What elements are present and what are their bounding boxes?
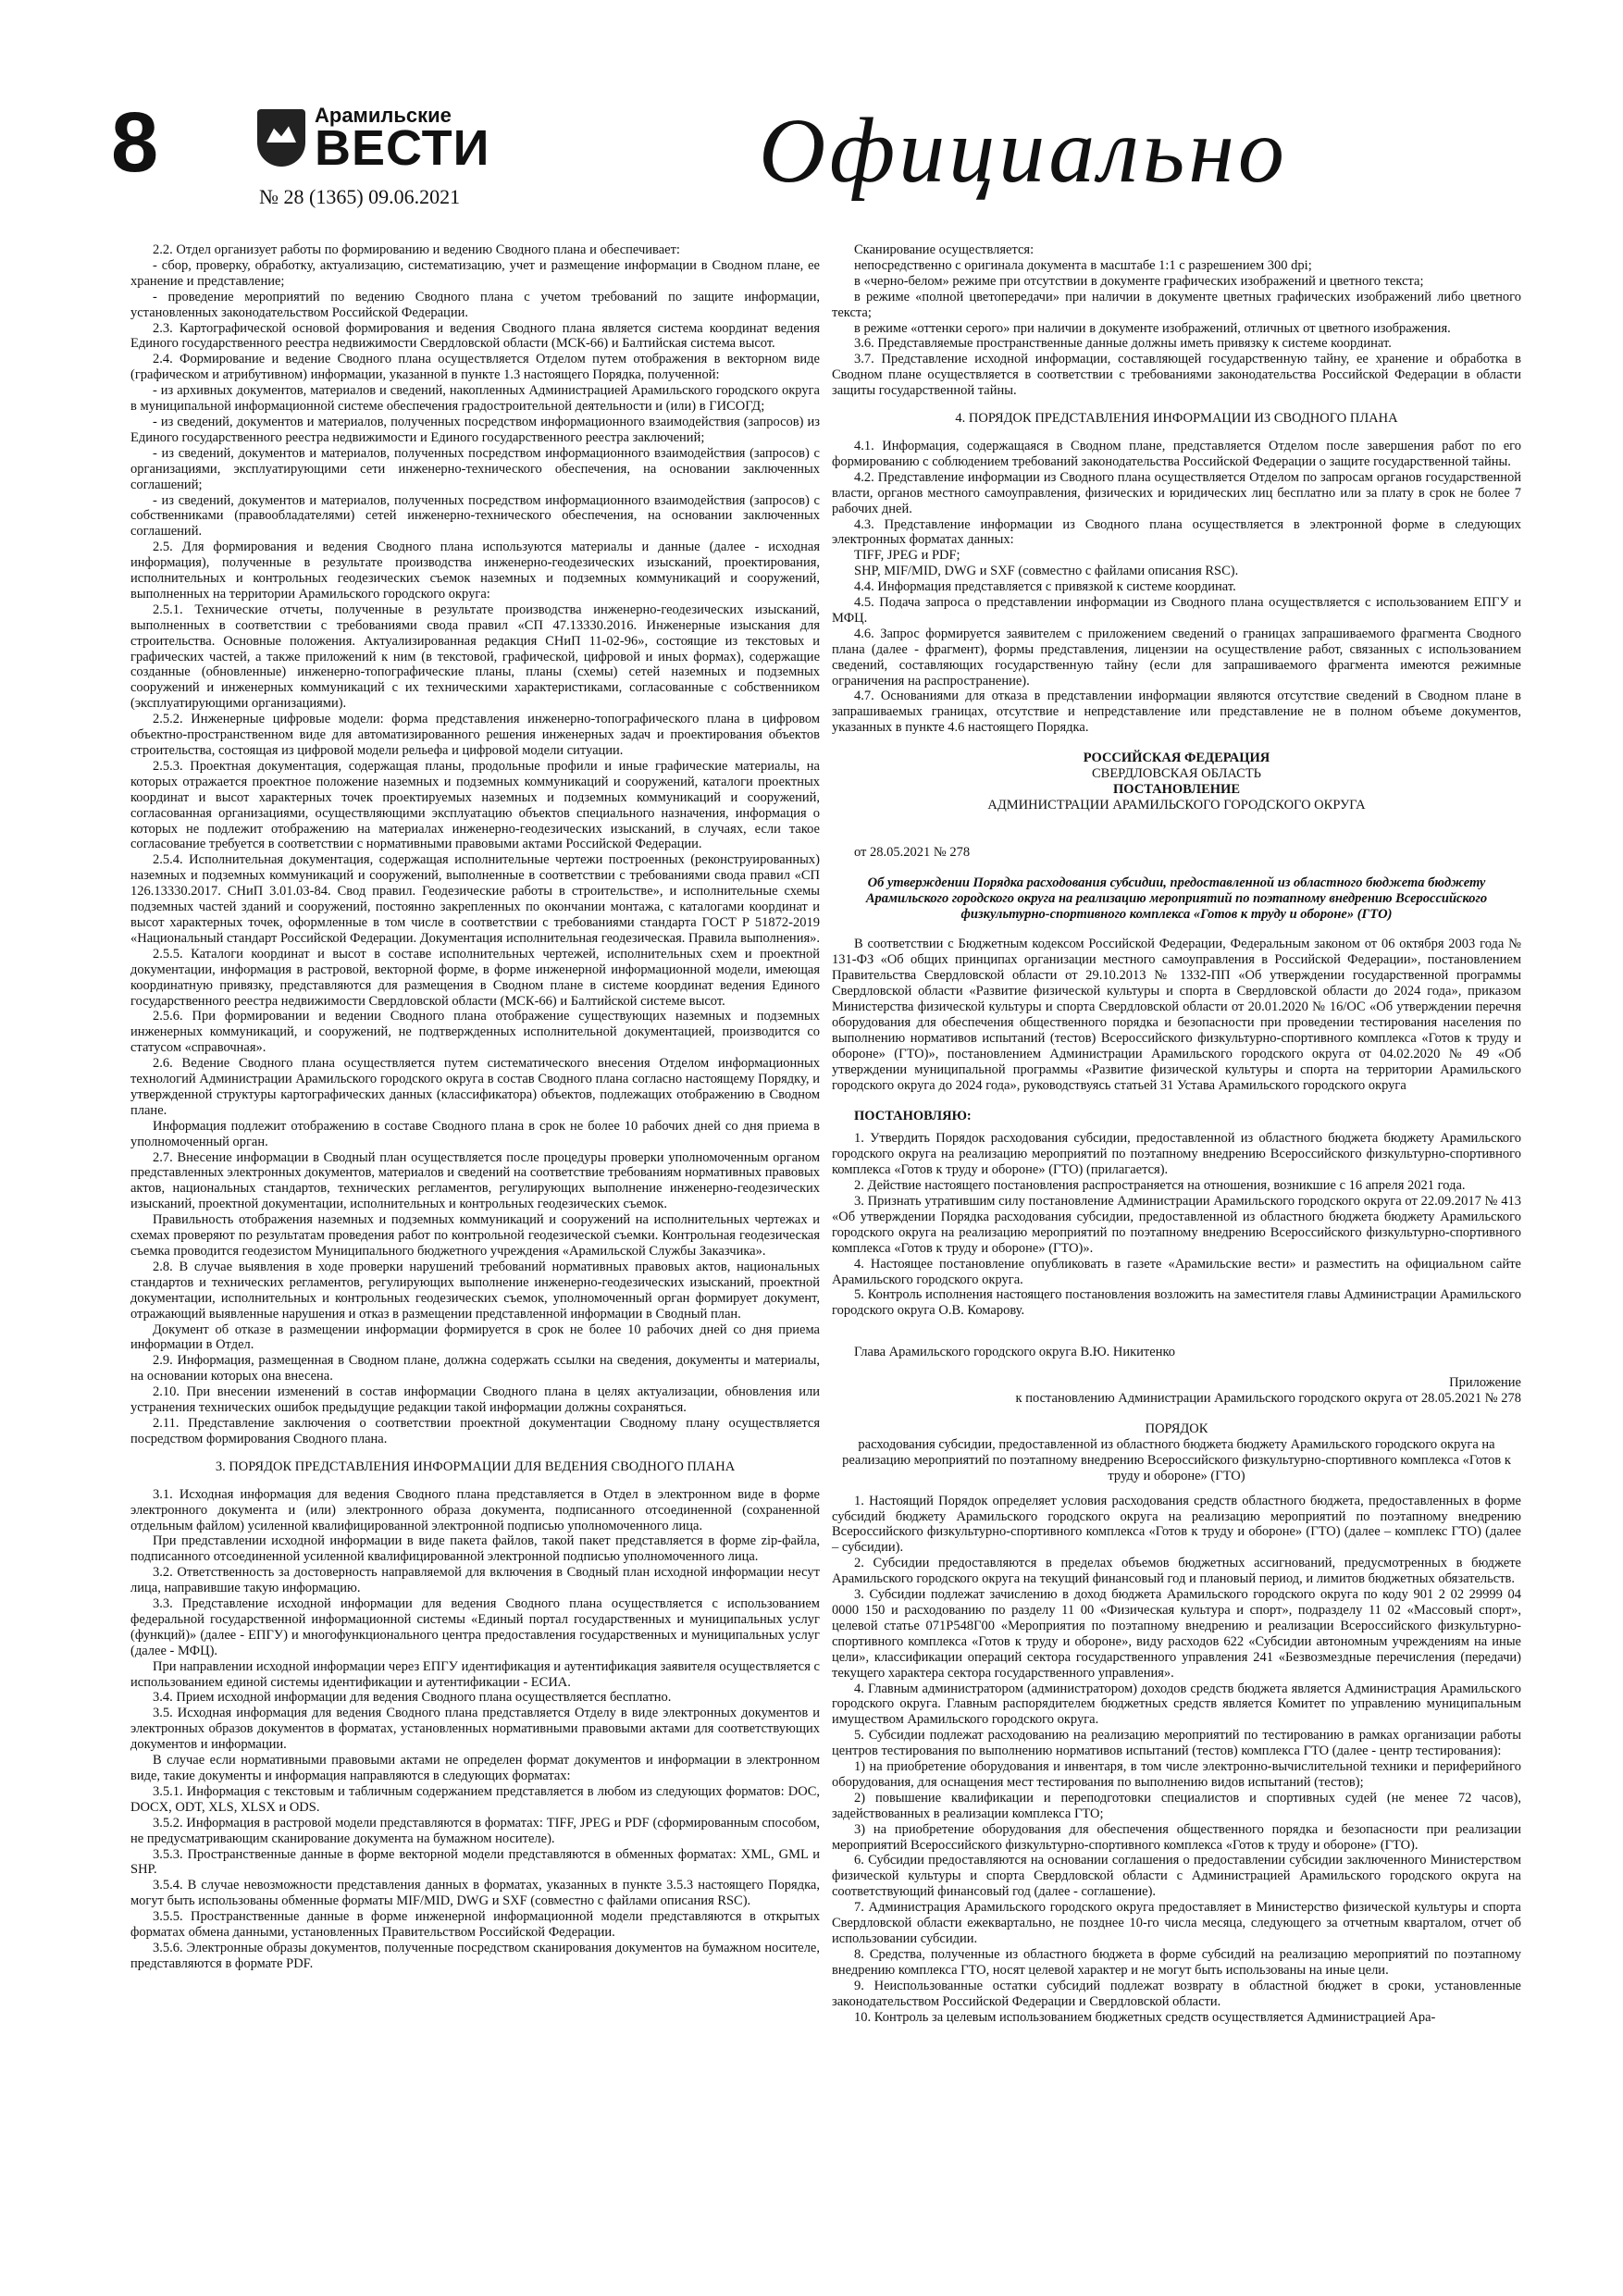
paragraph: непосредственно с оригинала документа в масштабе 1:1 с разрешением 300 dpi; — [854, 257, 1312, 273]
paragraph: 2.5.1. Технические отчеты, полученные в результате производства инженерно-геодезических изысканий, выполненных в соответствии с требованиями свода правил «СП 47.13330.2016. Инженерные изыскания для строительства. Основные положения. Актуализированная редакция СНиП 11-02-96», состоящие из текстовых и графических частей, а также приложений к ним (в текстовой, графической, цифровой и иных формах), содержащие созданные (обновленные) инженерно-топографические планы, планы (схемы) сетей наземных и подземных сооружений и инженерных коммуникаций с их техническими характеристиками, согласованные с собственником (эксплуатирующими организациями). — [130, 602, 820, 712]
decree-issuer: АДМИНИСТРАЦИИ АРАМИЛЬСКОГО ГОРОДСКОГО ОКРУГА — [987, 797, 1366, 813]
order-subtitle: расходования субсидии, предоставленной из областного бюджета бюджету Арамильского городского округа на реализацию мероприятий по поэтапному внедрению Всероссийского физкультурно-спортивного комплекса «Готов к труду и обороне» (ГТО) — [842, 1436, 1511, 1483]
decree-item: 5. Контроль исполнения настоящего постановления возложить на заместителя главы Администрации Арамильского городского округа О.В. Комарову. — [832, 1287, 1521, 1319]
paragraph: В случае если нормативными правовыми актами не определен формат документов и информации в электронном виде, такие документы и информация направляются в следующих форматах: — [130, 1753, 820, 1783]
paragraph: Документ об отказе в размещении информации формируется в срок не более 10 рабочих дней со дня приема информации в Отдел. — [130, 1322, 820, 1353]
order-item: 6. Субсидии предоставляются на основании соглашения о предоставлении субсидии заключенного Министерством физической культуры и спорта Свердловской области с Администрацией Арамильского городского округа на соответствующий финансовый год (далее - соглашение). — [832, 1853, 1521, 1900]
paragraph: 3.5.2. Информация в растровой модели представляются в форматах: TIFF, JPEG и PDF (сформированным способом, не предусматривающим сканирование документа на бумажном носителе). — [130, 1815, 820, 1846]
paragraph: 2.3. Картографической основой формирования и ведения Сводного плана является система координат ведения Единого государственного реестра недвижимости Свердловской области (МСК-66) и Балтийская система высот. — [130, 320, 820, 352]
decree-type: ПОСТАНОВЛЕНИЕ — [1112, 782, 1240, 797]
order-item: 2. Субсидии предоставляются в пределах объемов бюджетных ассигнований, предусмотренных в бюджете Арамильского городского округа на текущий финансовый год и плановый период, и лимитов бюджетных обязательств. — [832, 1556, 1521, 1587]
right-column — [832, 242, 1521, 2025]
section-heading: 4. ПОРЯДОК ПРЕДСТАВЛЕНИЯ ИНФОРМАЦИИ ИЗ СВОДНОГО ПЛАНА — [955, 411, 1398, 427]
page-header — [0, 0, 1623, 213]
paragraph: - из сведений, документов и материалов, полученных посредством информационного взаимодействия (запросов) с собственниками (правообладателями) сетей инженерно-технического обеспечения, на основании заключенных соглашений. — [130, 492, 820, 540]
paragraph: - из сведений, документов и материалов, полученных посредством информационного взаимодействия (запросов) из Единого государственного реестра недвижимости и Единого государственного реестра заключений; — [130, 414, 820, 445]
order-item: 7. Администрация Арамильского городского округа предоставляет в Министерство физической культуры и спорта Свердловской области ежеквартально, не позднее 10-го числа месяца, следующего за отчетным кварталом, отчет об использовании субсидии. — [832, 1900, 1521, 1946]
paragraph: 3.5. Исходная информация для ведения Сводного плана представляется Отделу в виде электронных документов и электронных образов документов в форматах, установленных нормативными правовыми актами для соответствующих документов и информации. — [130, 1706, 820, 1753]
paragraph: 3.6. Представляемые пространственные данные должны иметь привязку к системе координат. — [854, 336, 1392, 352]
paragraph: 2.9. Информация, размещенная в Сводном плане, должна содержать ссылки на сведения, документы и материалы, на основании которых она внесена. — [130, 1353, 820, 1384]
paragraph: Правильность отображения наземных и подземных коммуникаций и сооружений на исполнительных чертежах и схемах проверяют по результатам проведения работ по контрольной геодезической съемки. Контрольная геодезическая съемка проводится геодезистом Муниципального бюджетного учреждения «Арамильской Службы Заказчика». — [130, 1212, 820, 1259]
paragraph: 3.3. Представление исходной информации для ведения Сводного плана осуществляется с использованием федеральной государственной информационной системы «Единый портал государственных и муниципальных услуг (функций)» (далее - ЕПГУ) и многофункционального центра предоставления государственных и муниципальных услуг (далее - МФЦ). — [130, 1596, 820, 1658]
paragraph: - из сведений, документов и материалов, полученных посредством информационного взаимодействия (запросов) с организациями, эксплуатирующими сети инженерно-технического обеспечения, на основании заключенных соглашений; — [130, 445, 820, 492]
paragraph: - проведение мероприятий по ведению Сводного плана с учетом требований по защите информации, установленных законодательством Российской Федерации. — [130, 289, 820, 320]
paragraph: 3.7. Представление исходной информации, составляющей государственную тайну, ее хранение и обработка в Сводном плане осуществляется в соответствии с требованиями законодательства Российской Федерации в области защиты государственной тайны. — [832, 352, 1521, 399]
paragraph: 2.5.6. При формировании и ведении Сводного плана отображение существующих наземных и подземных инженерных коммуникаций, и сооружений, не подтвержденных исполнительной документацией, производится со статусом «справочная». — [130, 1009, 820, 1056]
section-heading: 3. ПОРЯДОК ПРЕДСТАВЛЕНИЯ ИНФОРМАЦИИ ДЛЯ ВЕДЕНИЯ СВОДНОГО ПЛАНА — [215, 1458, 736, 1474]
order-item: 1. Настоящий Порядок определяет условия расходования средств областного бюджета, предоставленных в форме субсидий бюджету Арамильского городского округа на реализацию мероприятий по поэтапному внедрению Всероссийского физкультурно-спортивного комплекса «Готов к труду и обороне» (ГТО) (далее – комплекс ГТО) (далее – субсидии). — [832, 1493, 1521, 1556]
paragraph: - сбор, проверку, обработку, актуализацию, систематизацию, учет и размещение информации в Сводном плане, ее хранение и представление; — [130, 257, 820, 289]
order-item: 8. Средства, полученные из областного бюджета в форме субсидий на реализацию мероприятий по поэтапному внедрению комплекса ГТО, носят целевой характер и не могут быть использованы на иные цели. — [832, 1946, 1521, 1978]
issue-info: № 28 (1365) 09.06.2021 — [259, 185, 461, 208]
paragraph: 3.5.1. Информация с текстовым и табличным содержанием представляется в любом из следующих форматов: DOC, DOCX, ODT, XLS, XLSX и ODS. — [130, 1783, 820, 1815]
paragraph: в режиме «полной цветопередачи» при наличии в документе цветных графических изображений либо цветного текста; — [832, 289, 1521, 320]
paragraph: 2.6. Ведение Сводного плана осуществляется путем систематического внесения Отделом информационных технологий Администрации Арамильского городского округа в состав Сводного плана согласно настоящему Порядку, и утвержденной структуры картографических данных (классификатора) объектов, подлежащих отображению в Сводном плане. — [130, 1056, 820, 1118]
order-item: 5. Субсидии подлежат расходованию на реализацию мероприятий по тестированию в рамках организации работы центров тестирования по выполнению нормативов испытаний (тестов) комплекса ГТО (далее - центр тестирования): — [832, 1728, 1521, 1759]
paragraph: 2.4. Формирование и ведение Сводного плана осуществляется Отделом путем отображения в векторном виде (графическом и атрибутивном) информации, указанной в пункте 1.3 настоящего Порядка, полученной: — [130, 352, 820, 383]
paragraph: 4.2. Представление информации из Сводного плана осуществляется Отделом по запросам органов государственной власти, органов местного самоуправления, физических и юридических лиц бесплатно или за плату в срок не более 7 рабочих дней. — [832, 469, 1521, 516]
paragraph: 3.5.6. Электронные образы документов, полученные посредством сканирования документов на бумажном носителе, представляются в формате PDF. — [130, 1940, 820, 1971]
decree-item: 1. Утвердить Порядок расходования субсидии, предоставленной из областного бюджета бюджету Арамильского городского округа на реализацию мероприятий по поэтапному внедрению Всероссийского физкультурно-спортивного комплекса «Готов к труду и обороне» (ГТО) (прилагается). — [832, 1131, 1521, 1178]
paragraph: 3.4. Прием исходной информации для ведения Сводного плана осуществляется бесплатно. — [153, 1690, 672, 1706]
paragraph: 2.10. При внесении изменений в состав информации Сводного плана в целях актуализации, обновления или устранения технических ошибок предыдущие редакции такой информации должны сохраняться. — [130, 1384, 820, 1416]
decree-item: 4. Настоящее постановление опубликовать в газете «Арамильские вести» и разместить на официальном сайте Арамильского городского округа. — [832, 1256, 1521, 1287]
paragraph: 4.5. Подача запроса о представлении информации из Сводного плана осуществляется с использованием ЕПГУ и МФЦ. — [832, 595, 1521, 626]
left-column — [130, 242, 820, 1972]
paragraph: 3.5.3. Пространственные данные в форме векторной модели представляются в обменных форматах: XML, GML и SHP. — [130, 1846, 820, 1878]
order-item: 3) на приобретение оборудования для обеспечения общественного порядка и безопасности при реализации мероприятий Всероссийского физкультурно-спортивного комплекса «Готов к труду и обороне» (ГТО). — [832, 1821, 1521, 1853]
paragraph: 3.5.4. В случае невозможности представления данных в форматах, указанных в пункте 3.5.3 настоящего Порядка, могут быть использованы обменные форматы MIF/MID, DWG и SXF (совместно с файлами описания RSC). — [130, 1878, 820, 1909]
order-item: 4. Главным администратором (администратором) доходов средств бюджета является Администрация Арамильского городского округа. Главным распорядителем бюджетных средств является Комитет по управлению муниципальным имуществом Арамильского городского округа. — [832, 1681, 1521, 1728]
paragraph: При направлении исходной информации через ЕПГУ идентификация и аутентификация заявителя осуществляется с использованием единой системы идентификации и аутентификации - ЕСИА. — [130, 1658, 820, 1690]
page-number: 8 — [111, 95, 159, 190]
decree-preamble: В соответствии с Бюджетным кодексом Российской Федерации, Федеральным законом от 06 октября 2003 года № 131-ФЗ «Об общих принципах организации местного самоуправления в Российской Федерации», постановлением Правительства Свердловской области от 29.10.2013 № 1332-ПП «Об утверждении государственной программы Свердловской области «Развитие физической культуры и спорта в Свердловской области до 2024 года», приказом Министерства физической культуры и спорта Свердловской области от 20.01.2020 № 16/ОС «Об утверждении перечня оборудования для обеспечения общественного порядка и безопасности при проведении тестирования населения по выполнению нормативов испытаний (тестов) Всероссийского физкультурно-спортивного комплекса «Готов к труду и обороне» (ГТО)», постановлением Администрации Арамильского городского округа от 04.02.2020 № 49 «Об утверждении муниципальной программы «Развитие физической культуры и спорта на территории Арамильского городского округа до 2024 года», руководствуясь статьей 31 Устава Арамильского городского округа — [832, 937, 1521, 1093]
paragraph: 3.2. Ответственность за достоверность направляемой для включения в Сводный план исходной информации несут лица, направившие такую информацию. — [130, 1565, 820, 1596]
appendix-reference: к постановлению Администрации Арамильского городского округа от 28.05.2021 № 278 — [1015, 1391, 1521, 1407]
paragraph: Сканирование осуществляется: — [854, 242, 1035, 257]
paragraph: 2.5.5. Каталоги координат и высот в составе исполнительных чертежей, исполнительных схем и проектной документации, информация в растровой, векторной форме, в форме инженерной информационной модели, имеющая координатную привязку, представляются для размещения в Сводном плане в системе координат ведения Единого государственного реестра недвижимости Свердловской области (МСК-66) и Балтийской системе высот. — [130, 946, 820, 1009]
decree-item: 3. Признать утратившим силу постановление Администрации Арамильского городского округа от 22.09.2017 № 413 «Об утверждении Порядка расходования субсидии, предоставленной из областного бюджета бюджету Арамильского городского округа на реализацию мероприятий по поэтапному внедрению Всероссийского физкультурно-спортивного комплекса «Готов к труду и обороне» (ГТО)». — [832, 1194, 1521, 1256]
paragraph: Информация подлежит отображению в составе Сводного плана в срок не более 10 рабочих дней со дня приема в уполномоченный орган. — [130, 1118, 820, 1149]
paragraph: 2.7. Внесение информации в Сводный план осуществляется после процедуры проверки уполномоченным органом представленных электронных документов, материалов и сведений на соответствие требованиям нормативных правовых актов, национальных стандартов, технических регламентов, регулирующих выполнение инженерно-геодезических изысканий, проектной документации, исполнительных и контрольных геодезических съемок. — [130, 1149, 820, 1212]
order-item: 9. Неиспользованные остатки субсидий подлежат возврату в областной бюджет в сроки, установленные законодательством Российской Федерации и Свердловской области. — [832, 1978, 1521, 2009]
paragraph: 2.5.4. Исполнительная документация, содержащая исполнительные чертежи построенных (реконструированных) наземных и подземных коммуникаций и сооружений, выполненные в соответствии с требованиями свода правил «СП 126.13330.2017. СНиП 3.01.03-84. Свод правил. Геодезические работы в строительстве», и исполнительные схемы подземных частей зданий и сооружений, постоянно закрепленных по окончании монтажа, с каталогами координат и высот характерных точек, оформленные в том числе в соответствии с требованиями стандарта ГОСТ Р 51872-2019 «Национальный стандарт Российской Федерации. Документация исполнительная геодезическая. Правила выполнения». — [130, 852, 821, 946]
decree-item: 2. Действие настоящего постановления распространяется на отношения, возникшие с 16 апреля 2021 года. — [854, 1178, 1466, 1194]
order-item: 1) на приобретение оборудования и инвентаря, в том числе электронно-вычислительной техники и периферийного оборудования, для оснащения мест тестирования по выполнению видов испытаний (тестов); — [832, 1759, 1521, 1790]
paragraph: - из архивных документов, материалов и сведений, накопленных Администрацией Арамильского городского округа в муниципальной информационной системе обеспечения градостроительной деятельности и (или) в ГИСОГД; — [130, 383, 820, 415]
section-title: Официально — [759, 99, 1288, 202]
crest-icon — [257, 109, 305, 167]
decree-date: от 28.05.2021 № 278 — [854, 844, 971, 860]
paragraph: 2.5.3. Проектная документация, содержащая планы, продольные профили и иные графические материалы, на которых отражается проектное положение наземных и подземных коммуникаций и сооружений, каталоги проектных координат и высот характерных точек проектируемых наземных и подземных коммуникаций и сооружений, согласованная организациями, осуществляющими эксплуатацию объектов специального назначения, информация о которых не подлежит отображению на материалах инженерно-геодезических изысканий, в случаях, если такое согласование требуется в соответствии с нормативными правовыми актами Российской Федерации. — [130, 758, 820, 852]
order-item: 3. Субсидии подлежат зачислению в доход бюджета Арамильского городского округа по коду 901 2 02 29999 04 0000 150 и расходованию по разделу 11 00 «Физическая культура и спорт», подразделу 11 02 «Массовый спорт», целевой статье 071Р548Г00 «Мероприятия по поэтапному внедрению и реализации Всероссийского физкультурно-спортивного комплекса «Готов к труду и обороне», виду расходов 622 «Субсидии автономным учреждениям на иные цели», классификации операций сектора государственного управления 241 «Безвозмездные перечисления (передачи) текущего характера сектора государственного управления». — [832, 1587, 1521, 1681]
paragraph: 3.5.5. Пространственные данные в форме инженерной информационной модели представляются в открытых форматах обмена данными, установленных Правительством Российской Федерации. — [130, 1909, 820, 1941]
order-item: 10. Контроль за целевым использованием бюджетных средств осуществляется Администрацией Ара- — [854, 2009, 1436, 2025]
paragraph: TIFF, JPEG и PDF; — [854, 548, 960, 564]
order-item: 2) повышение квалификации и переподготовки специалистов и спортивных судей (не менее 72 часов), задействованных в реализации комплекса ГТО; — [832, 1790, 1521, 1821]
paragraph: 4.7. Основаниями для отказа в представлении информации являются отсутствие сведений в Сводном плане в запрашиваемых границах, отсутствие и непредставление или представление не в полном объеме документов, указанных в пункте 4.6 настоящего Порядка. — [832, 689, 1521, 736]
paragraph: в «черно-белом» режиме при отсутствии в документе графических изображений и цветного текста; — [854, 273, 1424, 289]
decree-title: Об утверждении Порядка расходования субсидии, предоставленной из областного бюджета бюджету Арамильского городского округа на реализацию мероприятий по поэтапному внедрению Всероссийского физкультурно-спортивного комплекса «Готов к труду и обороне» (ГТО) — [865, 875, 1488, 922]
paragraph: 4.4. Информация представляется с привязкой к системе координат. — [854, 579, 1236, 595]
paragraph: 2.8. В случае выявления в ходе проверки нарушений требований нормативных правовых актов, национальных стандартов и технических регламентов, регулирующих выполнение инженерно-геодезических изысканий, проектной документации, исполнительных и контрольных геодезических съемок, уполномоченный орган формирует документ, отражающий выявленные нарушения и отказ в размещении представленной информации в Сводный план. — [130, 1259, 820, 1322]
decree-region: СВЕРДЛОВСКАЯ ОБЛАСТЬ — [1091, 766, 1262, 782]
paragraph: 4.1. Информация, содержащаяся в Сводном плане, представляется Отделом после завершения работ по его формированию с соблюдением требований законодательства Российской Федерации о защите государственной тайны. — [832, 438, 1521, 469]
paragraph: 4.3. Представление информации из Сводного плана осуществляется в электронной форме в следующих электронных форматах данных: — [832, 516, 1521, 548]
paragraph: 2.11. Представление заключения о соответствии проектной документации Сводному плану осуществляется посредством формирования Сводного плана. — [130, 1415, 820, 1446]
paragraph: При представлении исходной информации в виде пакета файлов, такой пакет представляется в форме zip-файла, подписанного отсоединенной усиленной квалифицированной электронной подписью уполномоченного лица. — [130, 1533, 820, 1565]
order-title: ПОРЯДОК — [1145, 1421, 1208, 1436]
paragraph: 3.1. Исходная информация для ведения Сводного плана представляется в Отдел в электронном виде в форме электронного документа и (или) электронного образа документа, подписанного отсоединенной (сохраненной отдельным файлом) усиленной квалифицированной электронной подписью уполномоченного лица. — [130, 1486, 820, 1533]
paragraph: 2.2. Отдел организует работы по формированию и ведению Сводного плана и обеспечивает: — [153, 242, 680, 257]
appendix-label: Приложение — [1449, 1375, 1521, 1391]
paragraph: 2.5.2. Инженерные цифровые модели: форма представления инженерно-топографического плана в цифровом объектно-пространственном виде для автоматизированного решения инженерных задач и проектирования объектов строительства, состоящая из цифровой модели рельефа и цифровой модели ситуации. — [130, 712, 820, 758]
logo-subtitle: Арамильские — [315, 104, 452, 127]
paragraph: в режиме «оттенки серого» при наличии в документе изображений, отличных от цветного изображения. — [854, 320, 1451, 336]
paragraph: SHP, MIF/MID, DWG и SXF (совместно с файлами описания RSC). — [854, 564, 1239, 579]
decree-resolve: ПОСТАНОВЛЯЮ: — [854, 1108, 972, 1123]
logo-title: ВЕСТИ — [315, 120, 490, 176]
paragraph: 2.5. Для формирования и ведения Сводного плана используются материалы и данные (далее - исходная информация), полученные в результате производства инженерно-геодезических изысканий, проектирования, исполнительных и контрольных геодезических съемок наземных и подземных коммуникаций и сооружений, выполненных на территории Арамильского городского округа: — [130, 540, 820, 602]
decree-signature: Глава Арамильского городского округа В.Ю. Никитенко — [854, 1345, 1176, 1360]
decree-country: РОССИЙСКАЯ ФЕДЕРАЦИЯ — [1083, 751, 1270, 766]
paragraph: 4.6. Запрос формируется заявителем с приложением сведений о границах запрашиваемого фрагмента Сводного плана (далее - фрагмент), формы представления, лицензии на осуществление работ, связанных с использованием сведений, составляющих государственную тайну (если для запрашиваемого фрагмента имеются режимные ограничения на распространение). — [832, 626, 1521, 689]
newspaper-logo — [257, 104, 490, 183]
